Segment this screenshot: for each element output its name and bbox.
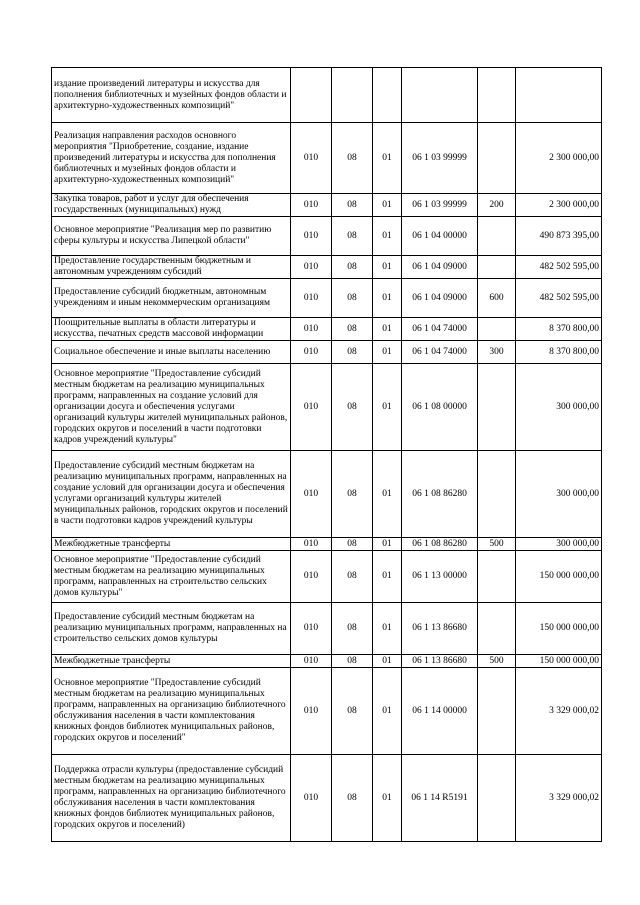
table-row <box>52 217 602 256</box>
target-article-cell: 06 1 03 99999 <box>402 123 478 194</box>
expense-type-cell <box>478 603 516 655</box>
ministry-code-cell: 010 <box>291 451 332 538</box>
amount-cell: 2 300 000,00 <box>516 123 602 194</box>
amount-cell: 150 000 000,00 <box>516 551 602 603</box>
amount-cell: 150 000 000,00 <box>516 655 602 668</box>
expense-type-cell <box>478 364 516 451</box>
budget-table-body <box>52 68 602 842</box>
expense-name-cell: издание произведений литературы и искусства для пополнения библиотечных и музейных фондов области и архитектурно-художественных композиций" <box>52 68 291 123</box>
expense-name-cell: Предоставление субсидий бюджетным, автономным учреждениям и иным некоммерческим организациям <box>52 279 291 318</box>
expense-name-cell: Поддержка отрасли культуры (предоставление субсидий местным бюджетам на реализацию муниципальных программ, направленных на организацию библиотечного обслуживания населения в части комплектования книжных фондов библиотек муниципальных районов, городских округов и поселений) <box>52 755 291 842</box>
expense-name-cell: Основное мероприятие "Реализация мер по развитию сферы культуры и искусства Липецкой области" <box>52 217 291 256</box>
expense-type-cell: 600 <box>478 279 516 318</box>
amount-cell: 482 502 595,00 <box>516 256 602 279</box>
subsection-code-cell: 01 <box>373 217 402 256</box>
subsection-code-cell: 01 <box>373 256 402 279</box>
amount-cell: 8 370 800,00 <box>516 341 602 364</box>
expense-name-cell: Предоставление государственным бюджетным и автономным учреждениям субсидий <box>52 256 291 279</box>
ministry-code-cell: 010 <box>291 364 332 451</box>
budget-table <box>51 67 602 842</box>
section-code-cell <box>332 68 373 123</box>
expense-type-cell: 300 <box>478 341 516 364</box>
ministry-code-cell: 010 <box>291 538 332 551</box>
expense-name-cell: Реализация направления расходов основного мероприятия "Приобретение, создание, издание произведений литературы и искусства для пополнения библиотечных и музейных фондов области и архитектурно-художественных композиций" <box>52 123 291 194</box>
table-row <box>52 256 602 279</box>
section-code-cell: 08 <box>332 551 373 603</box>
target-article-cell: 06 1 03 99999 <box>402 194 478 217</box>
expense-name-cell: Основное мероприятие "Предоставление субсидий местным бюджетам на реализацию муниципальных программ, направленных на создание условий для организации досуга и обеспечения услугами организаций культуры жителей муниципальных районов, городских округов и поселений в части подготовки кадров учреждений культуры" <box>52 364 291 451</box>
ministry-code-cell: 010 <box>291 551 332 603</box>
table-row <box>52 655 602 668</box>
subsection-code-cell: 01 <box>373 194 402 217</box>
target-article-cell: 06 1 13 86680 <box>402 603 478 655</box>
expense-type-cell <box>478 451 516 538</box>
target-article-cell: 06 1 08 86280 <box>402 451 478 538</box>
table-row <box>52 123 602 194</box>
expense-type-cell <box>478 668 516 755</box>
target-article-cell: 06 1 13 00000 <box>402 551 478 603</box>
section-code-cell: 08 <box>332 341 373 364</box>
target-article-cell: 06 1 04 00000 <box>402 217 478 256</box>
expense-name-cell: Межбюджетные трансферты <box>52 655 291 668</box>
expense-name-cell: Предоставление субсидий местным бюджетам на реализацию муниципальных программ, направленных на создание условий для организации досуга и обеспечения услугами организаций культуры жителей муниципальных районов, городских округов и поселений в части подготовки кадров учреждений культуры <box>52 451 291 538</box>
expense-type-cell <box>478 256 516 279</box>
target-article-cell: 06 1 04 74000 <box>402 318 478 341</box>
amount-cell: 150 000 000,00 <box>516 603 602 655</box>
expense-type-cell <box>478 551 516 603</box>
ministry-code-cell: 010 <box>291 603 332 655</box>
subsection-code-cell: 01 <box>373 123 402 194</box>
ministry-code-cell: 010 <box>291 279 332 318</box>
section-code-cell: 08 <box>332 123 373 194</box>
section-code-cell: 08 <box>332 538 373 551</box>
section-code-cell: 08 <box>332 655 373 668</box>
section-code-cell: 08 <box>332 451 373 538</box>
table-row <box>52 364 602 451</box>
expense-type-cell <box>478 755 516 842</box>
target-article-cell: 06 1 08 00000 <box>402 364 478 451</box>
amount-cell: 490 873 395,00 <box>516 217 602 256</box>
subsection-code-cell: 01 <box>373 341 402 364</box>
expense-name-cell: Предоставление субсидий местным бюджетам на реализацию муниципальных программ, направленных на строительство сельских домов культуры <box>52 603 291 655</box>
expense-type-cell: 500 <box>478 655 516 668</box>
target-article-cell: 06 1 04 74000 <box>402 341 478 364</box>
amount-cell: 2 300 000,00 <box>516 194 602 217</box>
section-code-cell: 08 <box>332 668 373 755</box>
table-row <box>52 538 602 551</box>
target-article-cell: 06 1 14 00000 <box>402 668 478 755</box>
target-article-cell <box>402 68 478 123</box>
subsection-code-cell: 01 <box>373 364 402 451</box>
expense-type-cell <box>478 318 516 341</box>
expense-name-cell: Социальное обеспечение и иные выплаты населению <box>52 341 291 364</box>
target-article-cell: 06 1 04 09000 <box>402 256 478 279</box>
subsection-code-cell: 01 <box>373 451 402 538</box>
ministry-code-cell: 010 <box>291 217 332 256</box>
amount-cell <box>516 68 602 123</box>
subsection-code-cell <box>373 68 402 123</box>
subsection-code-cell: 01 <box>373 755 402 842</box>
table-row <box>52 318 602 341</box>
expense-name-cell: Основное мероприятие "Предоставление субсидий местным бюджетам на реализацию муниципальных программ, направленных на организацию библиотечного обслуживания населения в части комплектования книжных фондов библиотек муниципальных районов, городских округов и поселений" <box>52 668 291 755</box>
ministry-code-cell: 010 <box>291 655 332 668</box>
section-code-cell: 08 <box>332 217 373 256</box>
amount-cell: 300 000,00 <box>516 538 602 551</box>
subsection-code-cell: 01 <box>373 668 402 755</box>
table-row <box>52 551 602 603</box>
target-article-cell: 06 1 04 09000 <box>402 279 478 318</box>
expense-type-cell <box>478 68 516 123</box>
table-row <box>52 668 602 755</box>
amount-cell: 300 000,00 <box>516 451 602 538</box>
subsection-code-cell: 01 <box>373 655 402 668</box>
amount-cell: 3 329 000,02 <box>516 668 602 755</box>
table-row <box>52 194 602 217</box>
target-article-cell: 06 1 13 86680 <box>402 655 478 668</box>
expense-type-cell <box>478 123 516 194</box>
subsection-code-cell: 01 <box>373 318 402 341</box>
table-row <box>52 68 602 123</box>
section-code-cell: 08 <box>332 194 373 217</box>
expense-name-cell: Закупка товаров, работ и услуг для обеспечения государственных (муниципальных) нужд <box>52 194 291 217</box>
subsection-code-cell: 01 <box>373 279 402 318</box>
expense-name-cell: Основное мероприятие "Предоставление субсидий местным бюджетам на реализацию муниципальных программ, направленных на строительство сельских домов культуры" <box>52 551 291 603</box>
ministry-code-cell: 010 <box>291 123 332 194</box>
subsection-code-cell: 01 <box>373 551 402 603</box>
expense-name-cell: Поощрительные выплаты в области литературы и искусства, печатных средств массовой информации <box>52 318 291 341</box>
ministry-code-cell: 010 <box>291 755 332 842</box>
subsection-code-cell: 01 <box>373 603 402 655</box>
table-row <box>52 755 602 842</box>
table-row <box>52 279 602 318</box>
ministry-code-cell <box>291 68 332 123</box>
ministry-code-cell: 010 <box>291 341 332 364</box>
amount-cell: 3 329 000,02 <box>516 755 602 842</box>
target-article-cell: 06 1 14 R5191 <box>402 755 478 842</box>
section-code-cell: 08 <box>332 256 373 279</box>
expense-name-cell: Межбюджетные трансферты <box>52 538 291 551</box>
section-code-cell: 08 <box>332 755 373 842</box>
ministry-code-cell: 010 <box>291 668 332 755</box>
expense-type-cell <box>478 217 516 256</box>
ministry-code-cell: 010 <box>291 318 332 341</box>
expense-type-cell: 500 <box>478 538 516 551</box>
target-article-cell: 06 1 08 86280 <box>402 538 478 551</box>
expense-type-cell: 200 <box>478 194 516 217</box>
ministry-code-cell: 010 <box>291 256 332 279</box>
amount-cell: 8 370 800,00 <box>516 318 602 341</box>
section-code-cell: 08 <box>332 318 373 341</box>
subsection-code-cell: 01 <box>373 538 402 551</box>
table-row <box>52 451 602 538</box>
ministry-code-cell: 010 <box>291 194 332 217</box>
table-row <box>52 603 602 655</box>
section-code-cell: 08 <box>332 279 373 318</box>
section-code-cell: 08 <box>332 603 373 655</box>
table-row <box>52 341 602 364</box>
section-code-cell: 08 <box>332 364 373 451</box>
amount-cell: 482 502 595,00 <box>516 279 602 318</box>
amount-cell: 300 000,00 <box>516 364 602 451</box>
